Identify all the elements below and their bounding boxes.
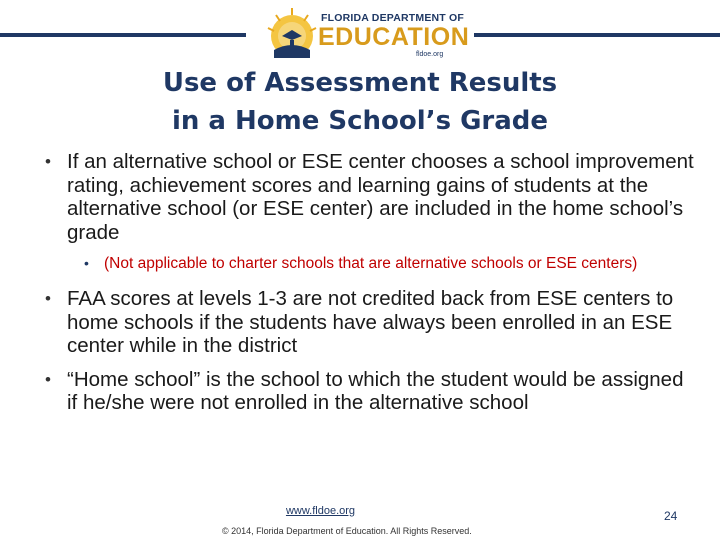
footer-website-link[interactable] — [0, 505, 641, 517]
bullet-item: • FAA scores at levels 1-3 are not credited back from ESE centers to home schools if the students have always been enrolled in an ESE center while in the district — [67, 287, 697, 358]
sub-bullet-item: • (Not applicable to charter schools that are alternative schools or ESE centers) — [104, 254, 699, 273]
logo-department-text: FLORIDA DEPARTMENT OF — [321, 12, 465, 24]
header-rule-right — [474, 33, 720, 37]
footer-copyright: © 2014, Florida Department of Education. All Rights Reserved. — [222, 526, 472, 536]
header-rule-left — [0, 33, 246, 37]
slide-title — [0, 64, 720, 140]
fldoe-logo — [266, 6, 470, 62]
slide-body — [0, 150, 720, 415]
title-line-2: in a Home School’s Grade — [171, 106, 549, 136]
bullet-item: • If an alternative school or ESE center chooses a school improvement rating, achievement scores and learning gains of students at the alternative school (or ESE center) are included in the home school’s grade — [67, 150, 697, 244]
logo-url-text: fldoe.org — [416, 51, 444, 58]
logo-education-text: EDUCATION — [318, 23, 470, 51]
bullet-item: • “Home school” is the school to which the student would be assigned if he/she were not enrolled in the alternative school — [67, 368, 697, 415]
footer-website-text[interactable]: www.fldoe.org — [285, 505, 356, 517]
sun-school-icon — [266, 6, 318, 62]
title-line-1: Use of Assessment Results — [162, 68, 558, 98]
page-number: 24 — [664, 509, 678, 523]
